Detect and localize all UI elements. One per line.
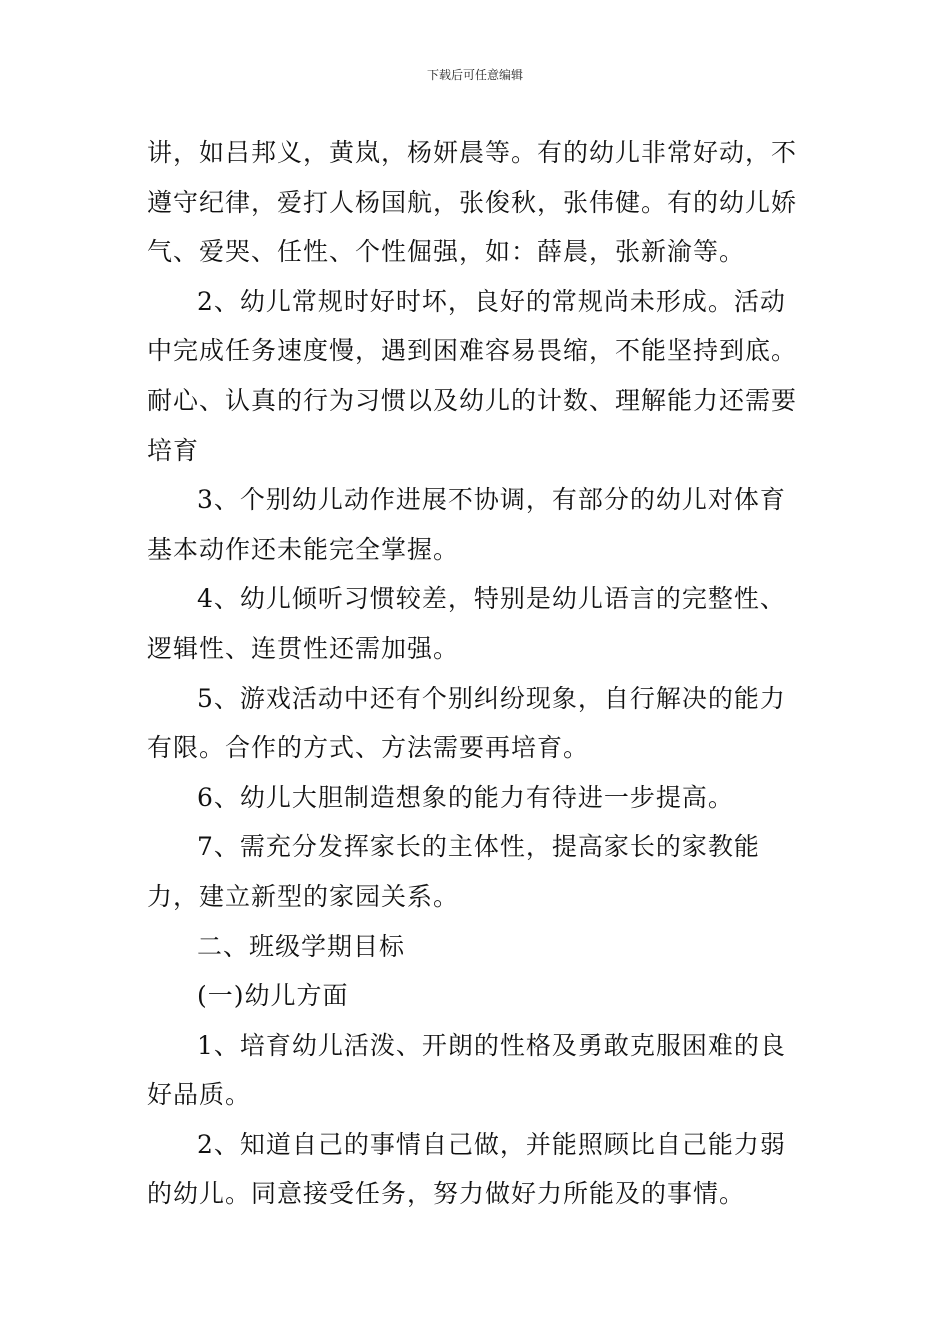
paragraph-5: 5、游戏活动中还有个别纠纷现象，自行解决的能力有限。合作的方式、方法需要再培育。 bbox=[147, 683, 786, 763]
paragraph-2: 2、幼儿常规时好时坏，良好的常规尚未形成。活动中完成任务速度慢，遇到困难容易畏缩，不能坚持到底。耐心、认真的行为习惯以及幼儿的计数、理解能力还需要培育 bbox=[147, 286, 798, 465]
paragraph-9: 2、知道自己的事情自己做，并能照顾比自己能力弱的幼儿。同意接受任务，努力做好力所能及的事情。 bbox=[147, 1129, 786, 1209]
subsection-heading: (一)幼儿方面 bbox=[197, 981, 349, 1011]
paragraph-3: 3、个别幼儿动作进展不协调，有部分的幼儿对体育基本动作还未能完全掌握。 bbox=[147, 485, 786, 564]
paragraph-6: 6、幼儿大胆制造想象的能力有待进一步提高。 bbox=[197, 782, 734, 812]
paragraph-1: 讲，如吕邦义，黄岚，杨妍晨等。有的幼儿非常好动，不遵守纪律，爱打人杨国航，张俊秋，张伟健。有的幼儿娇气、爱哭、任性、个性倔强，如：薛晨，张新渝等。 bbox=[147, 138, 798, 267]
paragraph-4: 4、幼儿倾听习惯较差，特别是幼儿语言的完整性、逻辑性、连贯性还需加强。 bbox=[147, 584, 786, 663]
document-body bbox=[147, 128, 807, 1219]
section-heading: 二、班级学期目标 bbox=[197, 931, 406, 961]
page-header: 下载后可任意编辑 bbox=[426, 68, 523, 82]
paragraph-7: 7、需充分发挥家长的主体性，提高家长的家教能力，建立新型的家园关系。 bbox=[147, 832, 760, 911]
paragraph-8: 1、培育幼儿活泼、开朗的性格及勇敢克服困难的良好品质。 bbox=[147, 1030, 786, 1110]
